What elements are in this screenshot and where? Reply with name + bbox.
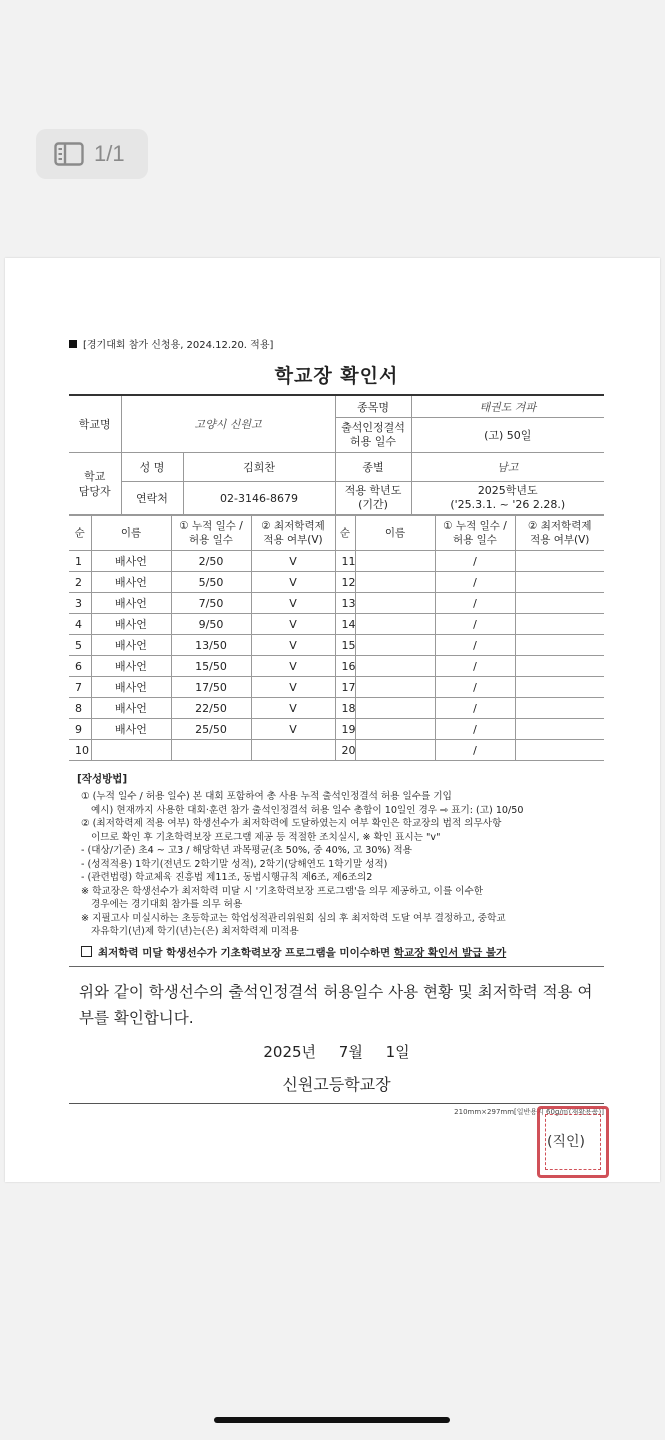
athlete-name: 배사언 <box>91 614 171 635</box>
seal-label: (직인) <box>547 1134 585 1150</box>
gender-value: 남고 <box>411 453 604 482</box>
min-grade-check <box>515 593 604 614</box>
instruction-line: 자유학기(년)제 학기(년)는(은) 최저학력제 미적용 <box>91 926 299 937</box>
cumulative-days: / <box>435 593 515 614</box>
event-value: 태권도 겨파 <box>411 395 604 418</box>
instruction-line: ※ 지필고사 미실시하는 초등학교는 학업성적관리위원회 심의 후 최저학력 도달 여부 결정하고, 중학교 <box>81 912 506 924</box>
athlete-name <box>355 719 435 740</box>
contact-value: 02-3146-8679 <box>183 482 335 515</box>
name-label: 성 명 <box>121 453 183 482</box>
instruction-line: ※ 학교장은 학생선수가 최저학력 미달 시 '기초학력보장 프로그램'을 의무 제공하고, 이를 이수한 <box>81 885 484 897</box>
header-no: 순 <box>335 516 355 551</box>
attendance-header <box>69 516 604 551</box>
athlete-name <box>355 593 435 614</box>
row-number: 11 <box>335 551 355 572</box>
warning-note <box>81 945 604 960</box>
row-number: 17 <box>335 677 355 698</box>
min-grade-check <box>515 614 604 635</box>
name-value: 김희찬 <box>183 453 335 482</box>
warning-emphasis: 학교장 확인서 발급 불가 <box>393 946 507 959</box>
instructions <box>69 771 604 960</box>
athlete-name <box>355 635 435 656</box>
school-label: 학교명 <box>69 395 121 453</box>
row-number: 8 <box>69 698 91 719</box>
cumulative-days: / <box>435 698 515 719</box>
cumulative-days: 9/50 <box>171 614 251 635</box>
cumulative-days: 25/50 <box>171 719 251 740</box>
event-label: 종목명 <box>335 395 411 418</box>
gender-label: 종별 <box>335 453 411 482</box>
min-grade-check: V <box>251 677 335 698</box>
document-body <box>69 336 604 1150</box>
instruction-line: ② (최저학력제 적용 여부) 학생선수가 최저학력에 도달하였는지 여부 확인은 학교장의 법적 의무사항 <box>81 818 502 829</box>
instruction-line: 경우에는 경기대회 참가를 의무 허용 <box>91 899 243 910</box>
cumulative-days: 17/50 <box>171 677 251 698</box>
instruction-line: 이므로 확인 후 기초학력보장 프로그램 제공 등 적절한 조치실시, ※ 확인 표시는 "v" <box>91 831 441 843</box>
athlete-name <box>355 572 435 593</box>
header-days: ① 누적 일수 / 허용 일수 <box>435 516 515 551</box>
instructions-title: [작성방법] <box>77 773 128 785</box>
form-tag <box>69 336 604 351</box>
athlete-name <box>355 614 435 635</box>
attendance-rows <box>69 551 604 761</box>
athlete-name <box>355 656 435 677</box>
divider <box>69 966 604 967</box>
document-title: 학교장 확인서 <box>274 365 399 387</box>
min-grade-check: V <box>251 593 335 614</box>
athlete-name: 배사언 <box>91 572 171 593</box>
cumulative-days: 2/50 <box>171 551 251 572</box>
cumulative-days: / <box>435 635 515 656</box>
athlete-name: 배사언 <box>91 719 171 740</box>
document-page <box>5 258 660 1182</box>
header-check: ② 최저학력제 적용 여부(V) <box>251 516 335 551</box>
cumulative-days: / <box>435 572 515 593</box>
page-indicator[interactable] <box>36 129 148 179</box>
cumulative-days: 13/50 <box>171 635 251 656</box>
attendance-row <box>69 551 604 572</box>
row-number: 13 <box>335 593 355 614</box>
cumulative-days: 15/50 <box>171 656 251 677</box>
min-grade-check: V <box>251 635 335 656</box>
header-check: ② 최저학력제 적용 여부(V) <box>515 516 604 551</box>
row-number: 5 <box>69 635 91 656</box>
row-number: 7 <box>69 677 91 698</box>
checkbox-mark-icon <box>81 946 92 957</box>
instruction-line: - (관련법령) 학교체육 진흥법 제11조, 동법시행규칙 제6조, 제6조의2 <box>81 872 373 883</box>
cumulative-days: / <box>435 551 515 572</box>
athlete-name: 배사언 <box>91 677 171 698</box>
min-grade-check: V <box>251 719 335 740</box>
attendance-row <box>69 635 604 656</box>
cumulative-days: / <box>435 614 515 635</box>
min-grade-check <box>515 719 604 740</box>
cumulative-days: / <box>435 719 515 740</box>
square-bullet-icon <box>69 340 77 348</box>
min-grade-check <box>515 572 604 593</box>
header-name: 이름 <box>355 516 435 551</box>
min-grade-check: V <box>251 656 335 677</box>
min-grade-check: V <box>251 551 335 572</box>
athlete-name <box>91 740 171 761</box>
athlete-name: 배사언 <box>91 635 171 656</box>
cumulative-days: / <box>435 656 515 677</box>
pages-icon <box>54 142 84 166</box>
min-grade-check <box>515 656 604 677</box>
row-number: 1 <box>69 551 91 572</box>
principal-signature: 신원고등학교장 <box>282 1074 391 1094</box>
attendance-row <box>69 677 604 698</box>
cumulative-days: 5/50 <box>171 572 251 593</box>
confirmation-text: 위와 같이 학생선수의 출석인정결석 허용일수 사용 현황 및 최저학력 적용 여부를 확인합니다. <box>79 982 593 1027</box>
row-number: 14 <box>335 614 355 635</box>
attendance-row <box>69 656 604 677</box>
year-value: 2025학년도 ('25.3.1. ~ '26 2.28.) <box>411 482 604 515</box>
row-number: 12 <box>335 572 355 593</box>
row-number: 16 <box>335 656 355 677</box>
min-grade-check <box>515 677 604 698</box>
cumulative-days: 7/50 <box>171 593 251 614</box>
warning-text: 최저학력 미달 학생선수가 기초학력보장 프로그램을 미이수하면 <box>98 946 394 959</box>
header-days: ① 누적 일수 / 허용 일수 <box>171 516 251 551</box>
issue-date: 2025년 7월 1일 <box>263 1042 410 1061</box>
school-value: 고양시 신원고 <box>121 395 335 453</box>
page-number: 1/1 <box>94 141 125 166</box>
cumulative-days: / <box>435 740 515 761</box>
footer-divider <box>69 1103 604 1104</box>
athlete-name <box>355 677 435 698</box>
min-grade-check <box>515 551 604 572</box>
cumulative-days <box>171 740 251 761</box>
attendance-table <box>69 515 604 761</box>
row-number: 2 <box>69 572 91 593</box>
form-tag-text: [경기대회 참가 신청용, 2024.12.20. 적용] <box>83 340 274 351</box>
info-table <box>69 394 604 515</box>
row-number: 18 <box>335 698 355 719</box>
attendance-row <box>69 593 604 614</box>
row-number: 20 <box>335 740 355 761</box>
row-number: 3 <box>69 593 91 614</box>
athlete-name: 배사언 <box>91 656 171 677</box>
header-no: 순 <box>69 516 91 551</box>
year-label: 적용 학년도 (기간) <box>335 482 411 515</box>
min-grade-check <box>515 698 604 719</box>
instruction-line: ① (누적 일수 / 허용 일수) 본 대회 포함하여 총 사용 누적 출석인정결석 허용 일수를 기입 <box>81 791 452 802</box>
home-indicator[interactable] <box>214 1417 450 1423</box>
athlete-name: 배사언 <box>91 698 171 719</box>
instruction-line: 예시) 현재까지 사용한 대회·훈련 참가 출석인정결석 허용 일수 총합이 10일인 경우 ⇨ 표기: (고) 10/50 <box>91 804 524 816</box>
instruction-line: - (대상/기준) 초4 ~ 고3 / 해당학년 과목평균(초 50%, 중 40%, 고 30%) 적용 <box>81 845 412 856</box>
attendance-row <box>69 719 604 740</box>
athlete-name <box>355 698 435 719</box>
cumulative-days: 22/50 <box>171 698 251 719</box>
allow-value: (고) 50일 <box>411 418 604 453</box>
attendance-row <box>69 614 604 635</box>
row-number: 15 <box>335 635 355 656</box>
min-grade-check <box>515 740 604 761</box>
min-grade-check <box>251 740 335 761</box>
row-number: 9 <box>69 719 91 740</box>
min-grade-check: V <box>251 698 335 719</box>
manager-label: 학교 담당자 <box>69 453 121 515</box>
min-grade-check <box>515 635 604 656</box>
attendance-row <box>69 740 604 761</box>
attendance-row <box>69 698 604 719</box>
cumulative-days: / <box>435 677 515 698</box>
row-number: 6 <box>69 656 91 677</box>
header-name: 이름 <box>91 516 171 551</box>
instruction-line: - (성적적용) 1학기(전년도 2학기말 성적), 2학기(당해연도 1학기말 성적) <box>81 858 388 870</box>
row-number: 19 <box>335 719 355 740</box>
paper-spec: 210mm×297mm[일반용지 60g/㎡(재활용품)] <box>454 1107 604 1116</box>
athlete-name <box>355 740 435 761</box>
contact-label: 연락처 <box>121 482 183 515</box>
athlete-name <box>355 551 435 572</box>
row-number: 4 <box>69 614 91 635</box>
athlete-name: 배사언 <box>91 551 171 572</box>
min-grade-check: V <box>251 572 335 593</box>
min-grade-check: V <box>251 614 335 635</box>
allow-label: 출석인정결석 허용 일수 <box>335 418 411 453</box>
row-number: 10 <box>69 740 91 761</box>
athlete-name: 배사언 <box>91 593 171 614</box>
attendance-row <box>69 572 604 593</box>
